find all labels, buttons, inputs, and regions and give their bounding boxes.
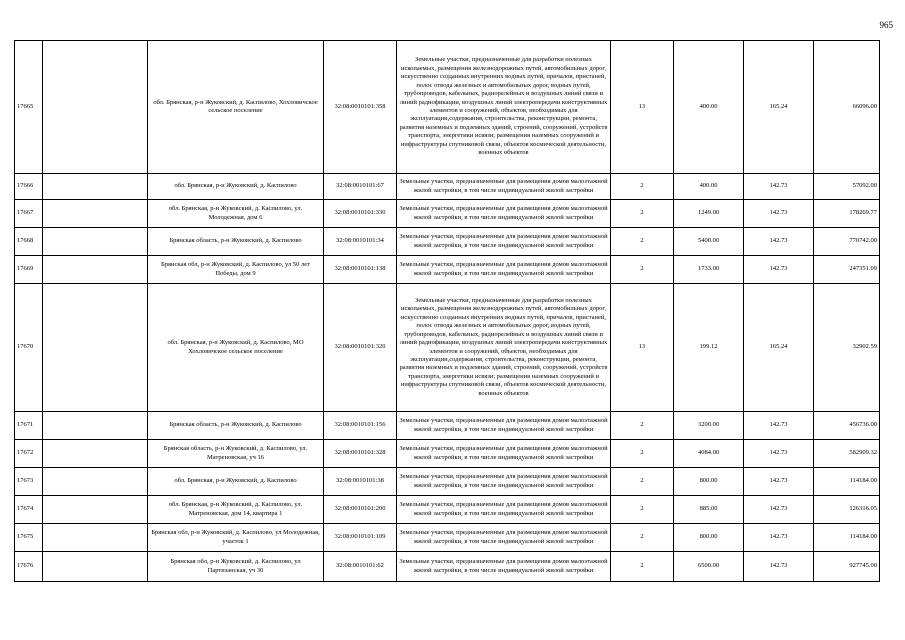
rate-cell: 142.73 (744, 174, 814, 200)
category-cell: 2 (611, 174, 674, 200)
category-cell: 13 (611, 41, 674, 174)
category-cell: 2 (611, 256, 674, 284)
area-cell: 800.00 (674, 468, 744, 496)
category-cell: 2 (611, 496, 674, 524)
address-cell: Брянская область, р-н Жуковский, д. Каспилово (148, 228, 324, 256)
area-cell: 885.00 (674, 496, 744, 524)
table-row (15, 496, 880, 524)
rate-cell: 142.73 (744, 412, 814, 440)
address-cell: обл. Брянская, р-н Жуковский, д. Каспилово, Хохловичское сельское поселение (148, 41, 324, 174)
table-row (15, 228, 880, 256)
rate-cell: 142.73 (744, 200, 814, 228)
blank-cell (43, 200, 148, 228)
area-cell: 199.12 (674, 284, 744, 412)
address-cell: Брянская обл, р-н Жуковский, д. Каспилово, ул 50 лет Победы, дом 9 (148, 256, 324, 284)
cadastral-value-cell: 114184.00 (814, 524, 880, 552)
cadastral-number-cell: 32:08:0010101:38 (324, 468, 397, 496)
blank-cell (43, 174, 148, 200)
area-cell: 4084.00 (674, 440, 744, 468)
table-row (15, 200, 880, 228)
area-cell: 1249.00 (674, 200, 744, 228)
row-number: 17665 (15, 41, 43, 174)
area-cell: 1733.00 (674, 256, 744, 284)
address-cell: Брянская обл, р-н Жуковский, д. Каспилово, ул Партизанская, уч 30 (148, 552, 324, 582)
blank-cell (43, 256, 148, 284)
blank-cell (43, 440, 148, 468)
page-number: 965 (879, 20, 893, 30)
table-row (15, 256, 880, 284)
cadastral-number-cell: 32:08:0010101:34 (324, 228, 397, 256)
category-cell: 2 (611, 552, 674, 582)
land-use-cell: Земельные участки, предназначенные для размещения домов малоэтажной жилой застройки, в том числе индивидуальной жилой застройки (397, 412, 611, 440)
rate-cell: 142.73 (744, 496, 814, 524)
category-cell: 2 (611, 468, 674, 496)
cadastral-number-cell: 32:08:0010101:200 (324, 496, 397, 524)
table-row (15, 524, 880, 552)
area-cell: 6500.00 (674, 552, 744, 582)
table-row (15, 41, 880, 174)
cadastral-value-cell: 32902.59 (814, 284, 880, 412)
land-use-cell: Земельные участки, предназначенные для размещения домов малоэтажной жилой застройки, в том числе индивидуальной жилой застройки (397, 524, 611, 552)
land-use-cell: Земельные участки, предназначенные для размещения домов малоэтажной жилой застройки, в том числе индивидуальной жилой застройки (397, 256, 611, 284)
cadastral-value-cell: 66096.00 (814, 41, 880, 174)
cadastral-number-cell: 32:08:0010101:320 (324, 284, 397, 412)
blank-cell (43, 552, 148, 582)
row-number: 17671 (15, 412, 43, 440)
table-row (15, 468, 880, 496)
cadastral-value-cell: 57092.00 (814, 174, 880, 200)
land-use-cell: Земельные участки, предназначенные для разработки полезных ископаемых, размещения железнодорожных путей, автомобильных дорог, искусственно созданных внутренних водных путей, причалов, пристаней, полос отвода железных и автомобильных дорог, водных путей, трубопроводов, кабельных, радиорелейных и воздушных линий связи и линий радиофикации, воздушных линий электропередачи конструктивных элементов и сооружений, объектов, необходимых для эксплуатации,содержания, строительства, реконструкции, ремонта, развития наземных и подземных зданий, строений, сооружений, устройств транспорта, энергетики исвязи; размещения наземных сооружений и инфраструктуры спутниковой связи, объектов космической деятельности, военных объектов (397, 41, 611, 174)
rate-cell: 142.73 (744, 552, 814, 582)
cadastral-number-cell: 32:08:0010101:330 (324, 200, 397, 228)
area-cell: 400.00 (674, 174, 744, 200)
area-cell: 5400.00 (674, 228, 744, 256)
address-cell: обл. Брянская, р-н Жуковский, д. Каспилово (148, 174, 324, 200)
row-number: 17676 (15, 552, 43, 582)
rate-cell: 165.24 (744, 41, 814, 174)
cadastral-number-cell: 32:08:0010101:138 (324, 256, 397, 284)
land-use-cell: Земельные участки, предназначенные для размещения домов малоэтажной жилой застройки, в том числе индивидуальной жилой застройки (397, 228, 611, 256)
rate-cell: 165.24 (744, 284, 814, 412)
cadastral-value-cell: 247351.09 (814, 256, 880, 284)
land-use-cell: Земельные участки, предназначенные для размещения домов малоэтажной жилой застройки, в том числе индивидуальной жилой застройки (397, 552, 611, 582)
cadastral-number-cell: 32:08:0010101:109 (324, 524, 397, 552)
blank-cell (43, 41, 148, 174)
blank-cell (43, 228, 148, 256)
row-number: 17673 (15, 468, 43, 496)
land-use-cell: Земельные участки, предназначенные для размещения домов малоэтажной жилой застройки, в том числе индивидуальной жилой застройки (397, 174, 611, 200)
row-number: 17669 (15, 256, 43, 284)
blank-cell (43, 468, 148, 496)
land-use-cell: Земельные участки, предназначенные для размещения домов малоэтажной жилой застройки, в том числе индивидуальной жилой застройки (397, 496, 611, 524)
cadastral-value-cell: 456736.00 (814, 412, 880, 440)
cadastral-value-cell: 178269.77 (814, 200, 880, 228)
cadastral-value-cell: 770742.00 (814, 228, 880, 256)
table-row (15, 552, 880, 582)
row-number: 17674 (15, 496, 43, 524)
rate-cell: 142.73 (744, 440, 814, 468)
address-cell: обл. Брянская, р-н Жуковский, д. Каспилово (148, 468, 324, 496)
cadastral-number-cell: 32:08:0010101:358 (324, 41, 397, 174)
land-use-cell: Земельные участки, предназначенные для размещения домов малоэтажной жилой застройки, в том числе индивидуальной жилой застройки (397, 468, 611, 496)
category-cell: 2 (611, 228, 674, 256)
row-number: 17666 (15, 174, 43, 200)
address-cell: обл. Брянская, р-н Жуковский, д. Каспилово, МО Хохловичское сельское поселение (148, 284, 324, 412)
category-cell: 2 (611, 200, 674, 228)
address-cell: обл. Брянская, р-н Жуковский, д. Каспилово, ул. Матреновская, дом 14, квартира 1 (148, 496, 324, 524)
land-use-cell: Земельные участки, предназначенные для размещения домов малоэтажной жилой застройки, в том числе индивидуальной жилой застройки (397, 200, 611, 228)
row-number: 17675 (15, 524, 43, 552)
area-cell: 400.00 (674, 41, 744, 174)
land-use-cell: Земельные участки, предназначенные для разработки полезных ископаемых, размещения железнодорожных путей, автомобильных дорог, искусственно созданных внутренних водных путей, причалов, пристаней, полос отвода железных и автомобильных дорог, водных путей, трубопроводов, кабельных, радиорелейных и воздушных линий связи и линий радиофикации, воздушных линий электропередачи конструктивных элементов и сооружений, объектов, необходимых для эксплуатации,содержания, строительства, реконструкции, ремонта, развития наземных и подземных зданий, строений, сооружений, устройств транспорта, энергетики исвязи; размещения наземных сооружений и инфраструктуры спутниковой связи, объектов космической деятельности, военных объектов (397, 284, 611, 412)
cadastral-value-cell: 927745.00 (814, 552, 880, 582)
blank-cell (43, 412, 148, 440)
rate-cell: 142.73 (744, 228, 814, 256)
cadastral-number-cell: 32:08:0010101:328 (324, 440, 397, 468)
rate-cell: 142.73 (744, 524, 814, 552)
cadastral-number-cell: 32:08:0010101:156 (324, 412, 397, 440)
cadastral-number-cell: 32:08:0010101:62 (324, 552, 397, 582)
blank-cell (43, 496, 148, 524)
address-cell: Брянская область, р-н Жуковский, д. Каспилово (148, 412, 324, 440)
rate-cell: 142.73 (744, 256, 814, 284)
rate-cell: 142.73 (744, 468, 814, 496)
category-cell: 13 (611, 284, 674, 412)
area-cell: 800.00 (674, 524, 744, 552)
row-number: 17668 (15, 228, 43, 256)
row-number: 17670 (15, 284, 43, 412)
cadastral-value-table (14, 40, 880, 582)
cadastral-value-cell: 126316.05 (814, 496, 880, 524)
address-cell: Брянская обл, р-н Жуковский, д. Каспилово, ул Молодежная, участок 1 (148, 524, 324, 552)
row-number: 17672 (15, 440, 43, 468)
cadastral-value-cell: 582909.32 (814, 440, 880, 468)
category-cell: 2 (611, 440, 674, 468)
row-number: 17667 (15, 200, 43, 228)
address-cell: Брянская область, р-н Жуковский, д. Каспилово, ул. Матреновская, уч 16 (148, 440, 324, 468)
cadastral-number-cell: 32:08:0010101:67 (324, 174, 397, 200)
cadastral-value-cell: 114184.00 (814, 468, 880, 496)
table-row (15, 284, 880, 412)
table-row (15, 174, 880, 200)
blank-cell (43, 284, 148, 412)
area-cell: 3200.00 (674, 412, 744, 440)
category-cell: 2 (611, 412, 674, 440)
address-cell: обл. Брянская, р-н Жуковский, д. Каспилово, ул. Молодежная, дом 6 (148, 200, 324, 228)
category-cell: 2 (611, 524, 674, 552)
table-body (15, 41, 880, 582)
land-use-cell: Земельные участки, предназначенные для размещения домов малоэтажной жилой застройки, в том числе индивидуальной жилой застройки (397, 440, 611, 468)
table-row (15, 440, 880, 468)
blank-cell (43, 524, 148, 552)
table-row (15, 412, 880, 440)
